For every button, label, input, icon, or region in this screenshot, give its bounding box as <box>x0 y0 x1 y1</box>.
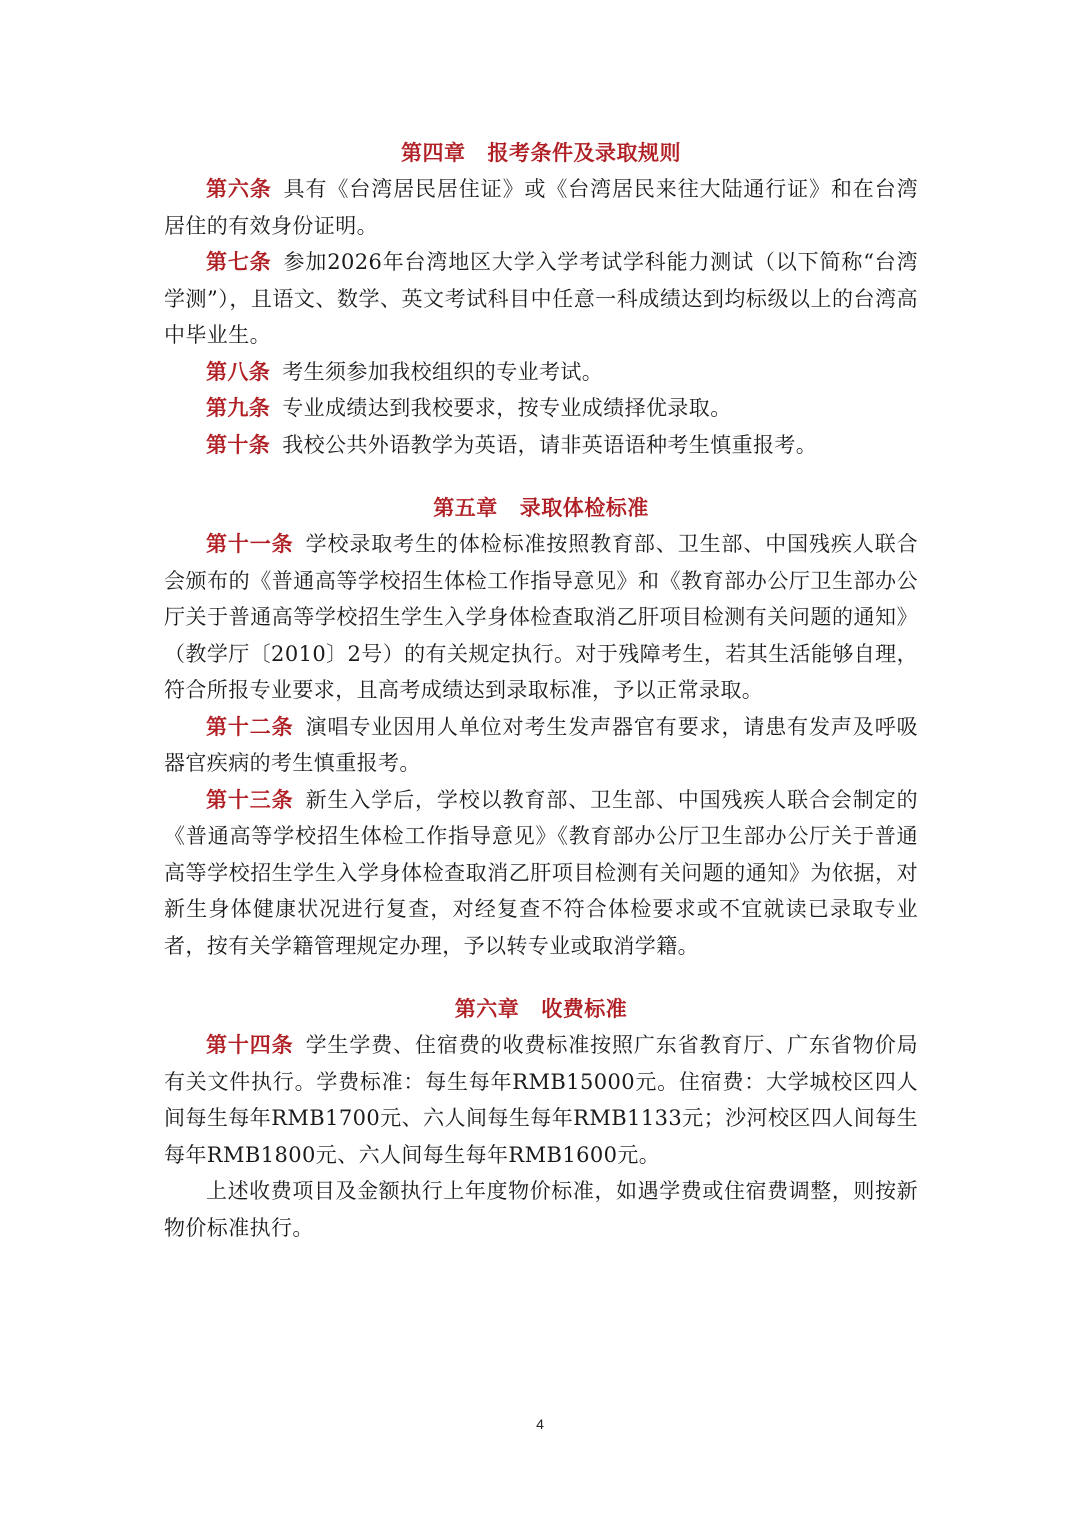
article-text: 专业成绩达到我校要求，按专业成绩择优录取。 <box>282 396 732 420</box>
article <box>164 427 918 464</box>
chapter-title: 收费标准 <box>541 996 628 1021</box>
article-text: 考生须参加我校组织的专业考试。 <box>282 359 604 384</box>
article-label: 第九条 <box>206 395 271 420</box>
article <box>164 782 918 965</box>
article-text: 参加2026年台湾地区大学入学考试学科能力测试（以下简称“台湾学测”），且语文、数学、英文考试科目中任意一科成绩达到均标级以上的台湾高中毕业生。 <box>164 250 919 347</box>
article <box>164 171 918 244</box>
article-text: 学生学费、住宿费的收费标准按照广东省教育厅、广东省物价局有关文件执行。学费标准：每生每年RMB15000元。住宿费：大学城校区四人间每生每年RMB1700元、六人间每生每年RMB1133元；沙河校区四人间每生每年RMB1800元、六人间每生每年RMB1600元。 <box>164 1033 918 1167</box>
chapter-6 <box>164 991 918 1246</box>
chapter-number: 第四章 <box>401 140 466 165</box>
article-text: 我校公共外语教学为英语，请非英语语种考生慎重报考。 <box>282 432 818 457</box>
article-text: 演唱专业因用人单位对考生发声器官有要求，请患有发声及呼吸器官疾病的考生慎重报考。 <box>164 714 918 775</box>
article <box>164 244 918 354</box>
article <box>164 709 918 782</box>
chapter-heading <box>164 991 918 1027</box>
article-text: 学校录取考生的体检标准按照教育部、卫生部、中国残疾人联合会颁布的《普通高等学校招生体检工作指导意见》和《教育部办公厅卫生部办公厅关于普通高等学校招生学生入学身体检查取消乙肝项目检测有关问题的通知》（教学厅〔2010〕2号）的有关规定执行。对于残障考生，若其生活能够自理，符合所报专业要求，且高考成绩达到录取标准，予以正常录取。 <box>164 532 918 702</box>
article-label: 第十四条 <box>206 1032 294 1057</box>
article <box>164 390 918 427</box>
chapter-heading <box>164 490 918 526</box>
fee-note: 上述收费项目及金额执行上年度物价标准，如遇学费或住宿费调整，则按新物价标准执行。 <box>164 1179 918 1240</box>
article <box>164 526 918 709</box>
article-label: 第六条 <box>206 176 272 201</box>
chapter-title: 录取体检标准 <box>519 495 649 520</box>
chapter-title: 报考条件及录取规则 <box>487 140 681 165</box>
article <box>164 354 918 391</box>
article-text: 新生入学后，学校以教育部、卫生部、中国残疾人联合会制定的《普通高等学校招生体检工作指导意见》《教育部办公厅卫生部办公厅关于普通高等学校招生学生入学身体检查取消乙肝项目检测有关问题的通知》为依据，对新生身体健康状况进行复查，对经复查不符合体检要求或不宜就读已录取专业者，按有关学籍管理规定办理，予以转专业或取消学籍。 <box>164 787 918 958</box>
document-content <box>164 135 918 1246</box>
chapter-heading <box>164 135 918 171</box>
chapter-number: 第六章 <box>454 996 520 1021</box>
article-label: 第十二条 <box>206 713 294 739</box>
article-label: 第七条 <box>206 249 272 274</box>
article-label: 第十三条 <box>206 786 294 812</box>
page-number: 4 <box>536 1416 544 1432</box>
article <box>164 1027 918 1173</box>
chapter-5 <box>164 490 918 964</box>
article-label: 第十条 <box>206 431 271 457</box>
section-spacer <box>164 964 918 991</box>
section-spacer <box>164 463 918 490</box>
article-label: 第八条 <box>206 358 271 384</box>
chapter-4 <box>164 135 918 463</box>
chapter-number: 第五章 <box>433 495 498 520</box>
article-label: 第十一条 <box>206 531 294 556</box>
article-text: 具有《台湾居民居住证》或《台湾居民来往大陆通行证》和在台湾居住的有效身份证明。 <box>164 177 918 238</box>
